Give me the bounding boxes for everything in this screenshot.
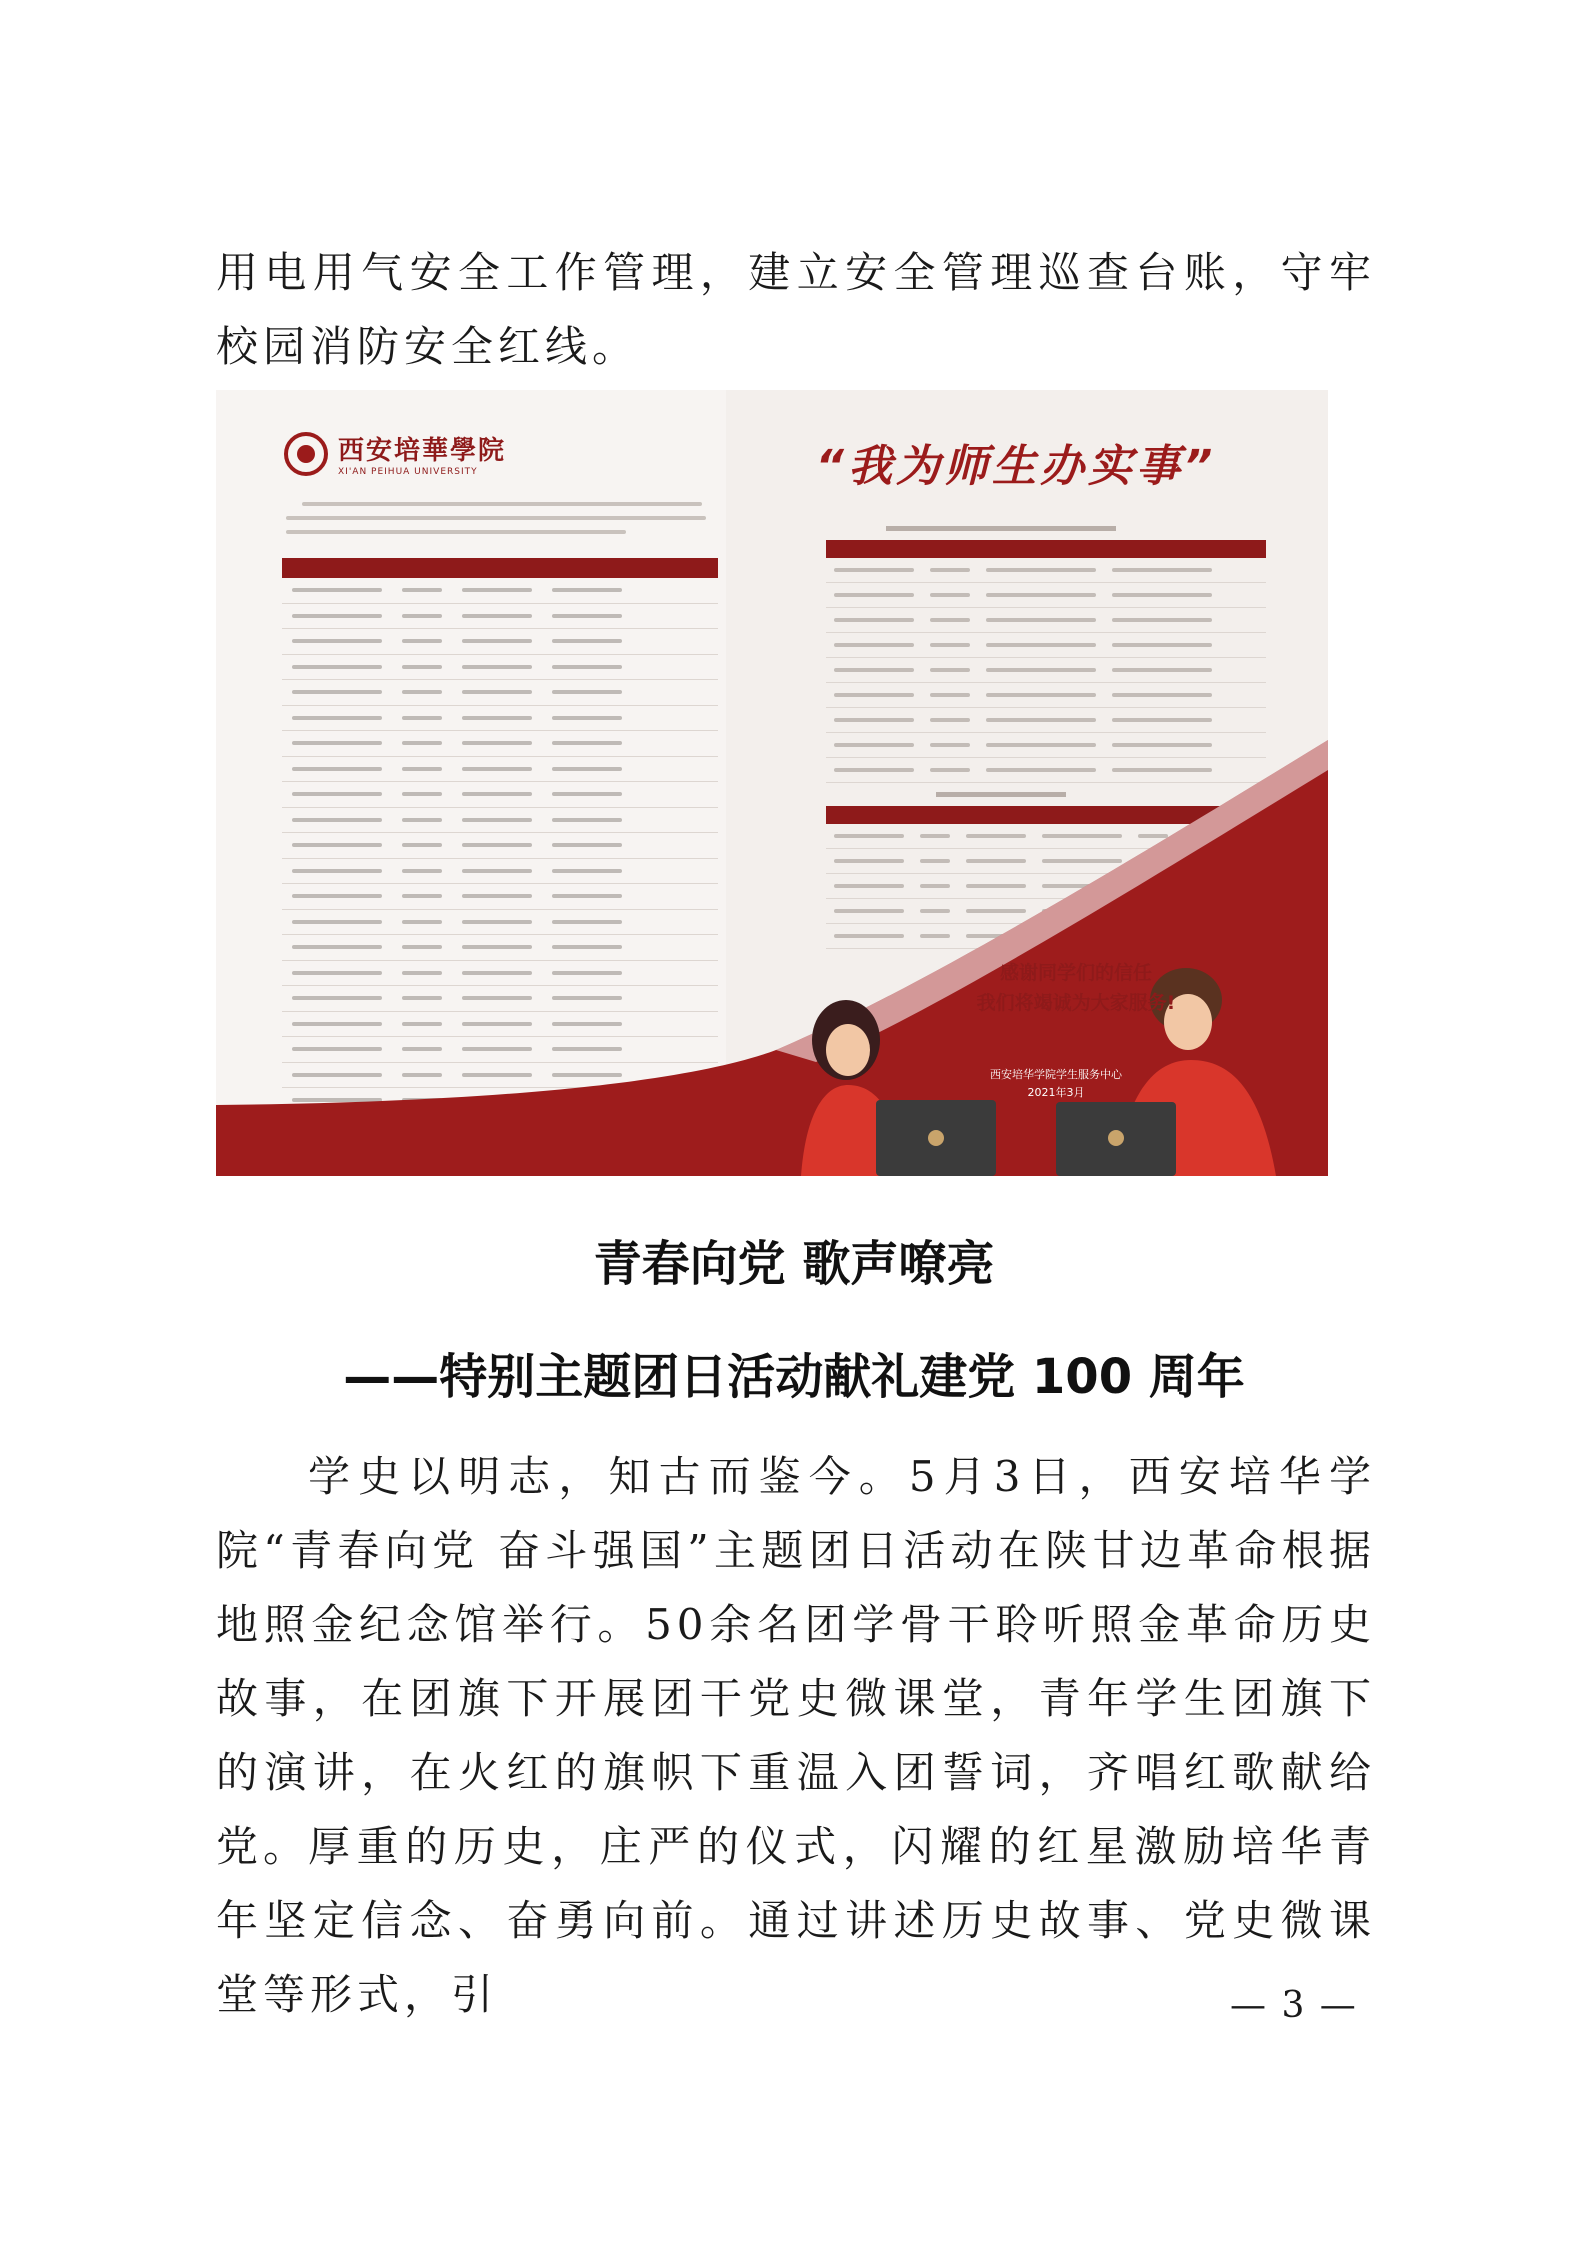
page-number: — 3 —	[1230, 1985, 1358, 2026]
logo-english: XI'AN PEIHUA UNIVERSITY	[338, 467, 478, 477]
paragraph-top: 用电用气安全工作管理，建立安全管理巡查台账，守牢校园消防安全红线。	[216, 248, 1376, 371]
thanks-line-1: 感谢同学们的信任	[999, 962, 1152, 984]
article-title: 青春向党 歌声嘹亮	[593, 1236, 995, 1292]
thanks-line-2: 我们将竭诚为大家服务!	[976, 992, 1176, 1014]
article-subtitle: ——特别主题团日活动献礼建党 100 周年	[343, 1349, 1245, 1405]
poster-slogan: “我为师生办实事”	[815, 441, 1217, 492]
issuer-name: 西安培华学院学生服务中心	[990, 1068, 1122, 1081]
service-poster-photo	[216, 390, 1328, 1176]
poster-red-wave	[216, 390, 1328, 1176]
issuer-date: 2021年3月	[1027, 1086, 1085, 1099]
poster-thanks	[916, 958, 1236, 1018]
logo-chinese: 西安培華學院	[338, 436, 507, 466]
paragraph-1: 学史以明志，知古而鉴今。5月3日，西安培华学院“青春向党 奋斗强国”主题团日活动在陕甘边革命根据地照金纪念馆举行。50余名团学骨干聆听照金革命历史故事，在团旗下开展团干党史微课堂，青年学生团旗下的演讲，在火红的旗帜下重温入团誓词，齐唱红歌献给党。	[216, 1452, 1376, 1871]
poster-issuer	[946, 1066, 1166, 1102]
paragraph-2: 厚重的历史，庄严的仪式，闪耀的红星激励培华青年坚定信念、奋勇向前。通过讲述历史故事、党史微课堂等形式，引	[216, 1822, 1376, 2019]
